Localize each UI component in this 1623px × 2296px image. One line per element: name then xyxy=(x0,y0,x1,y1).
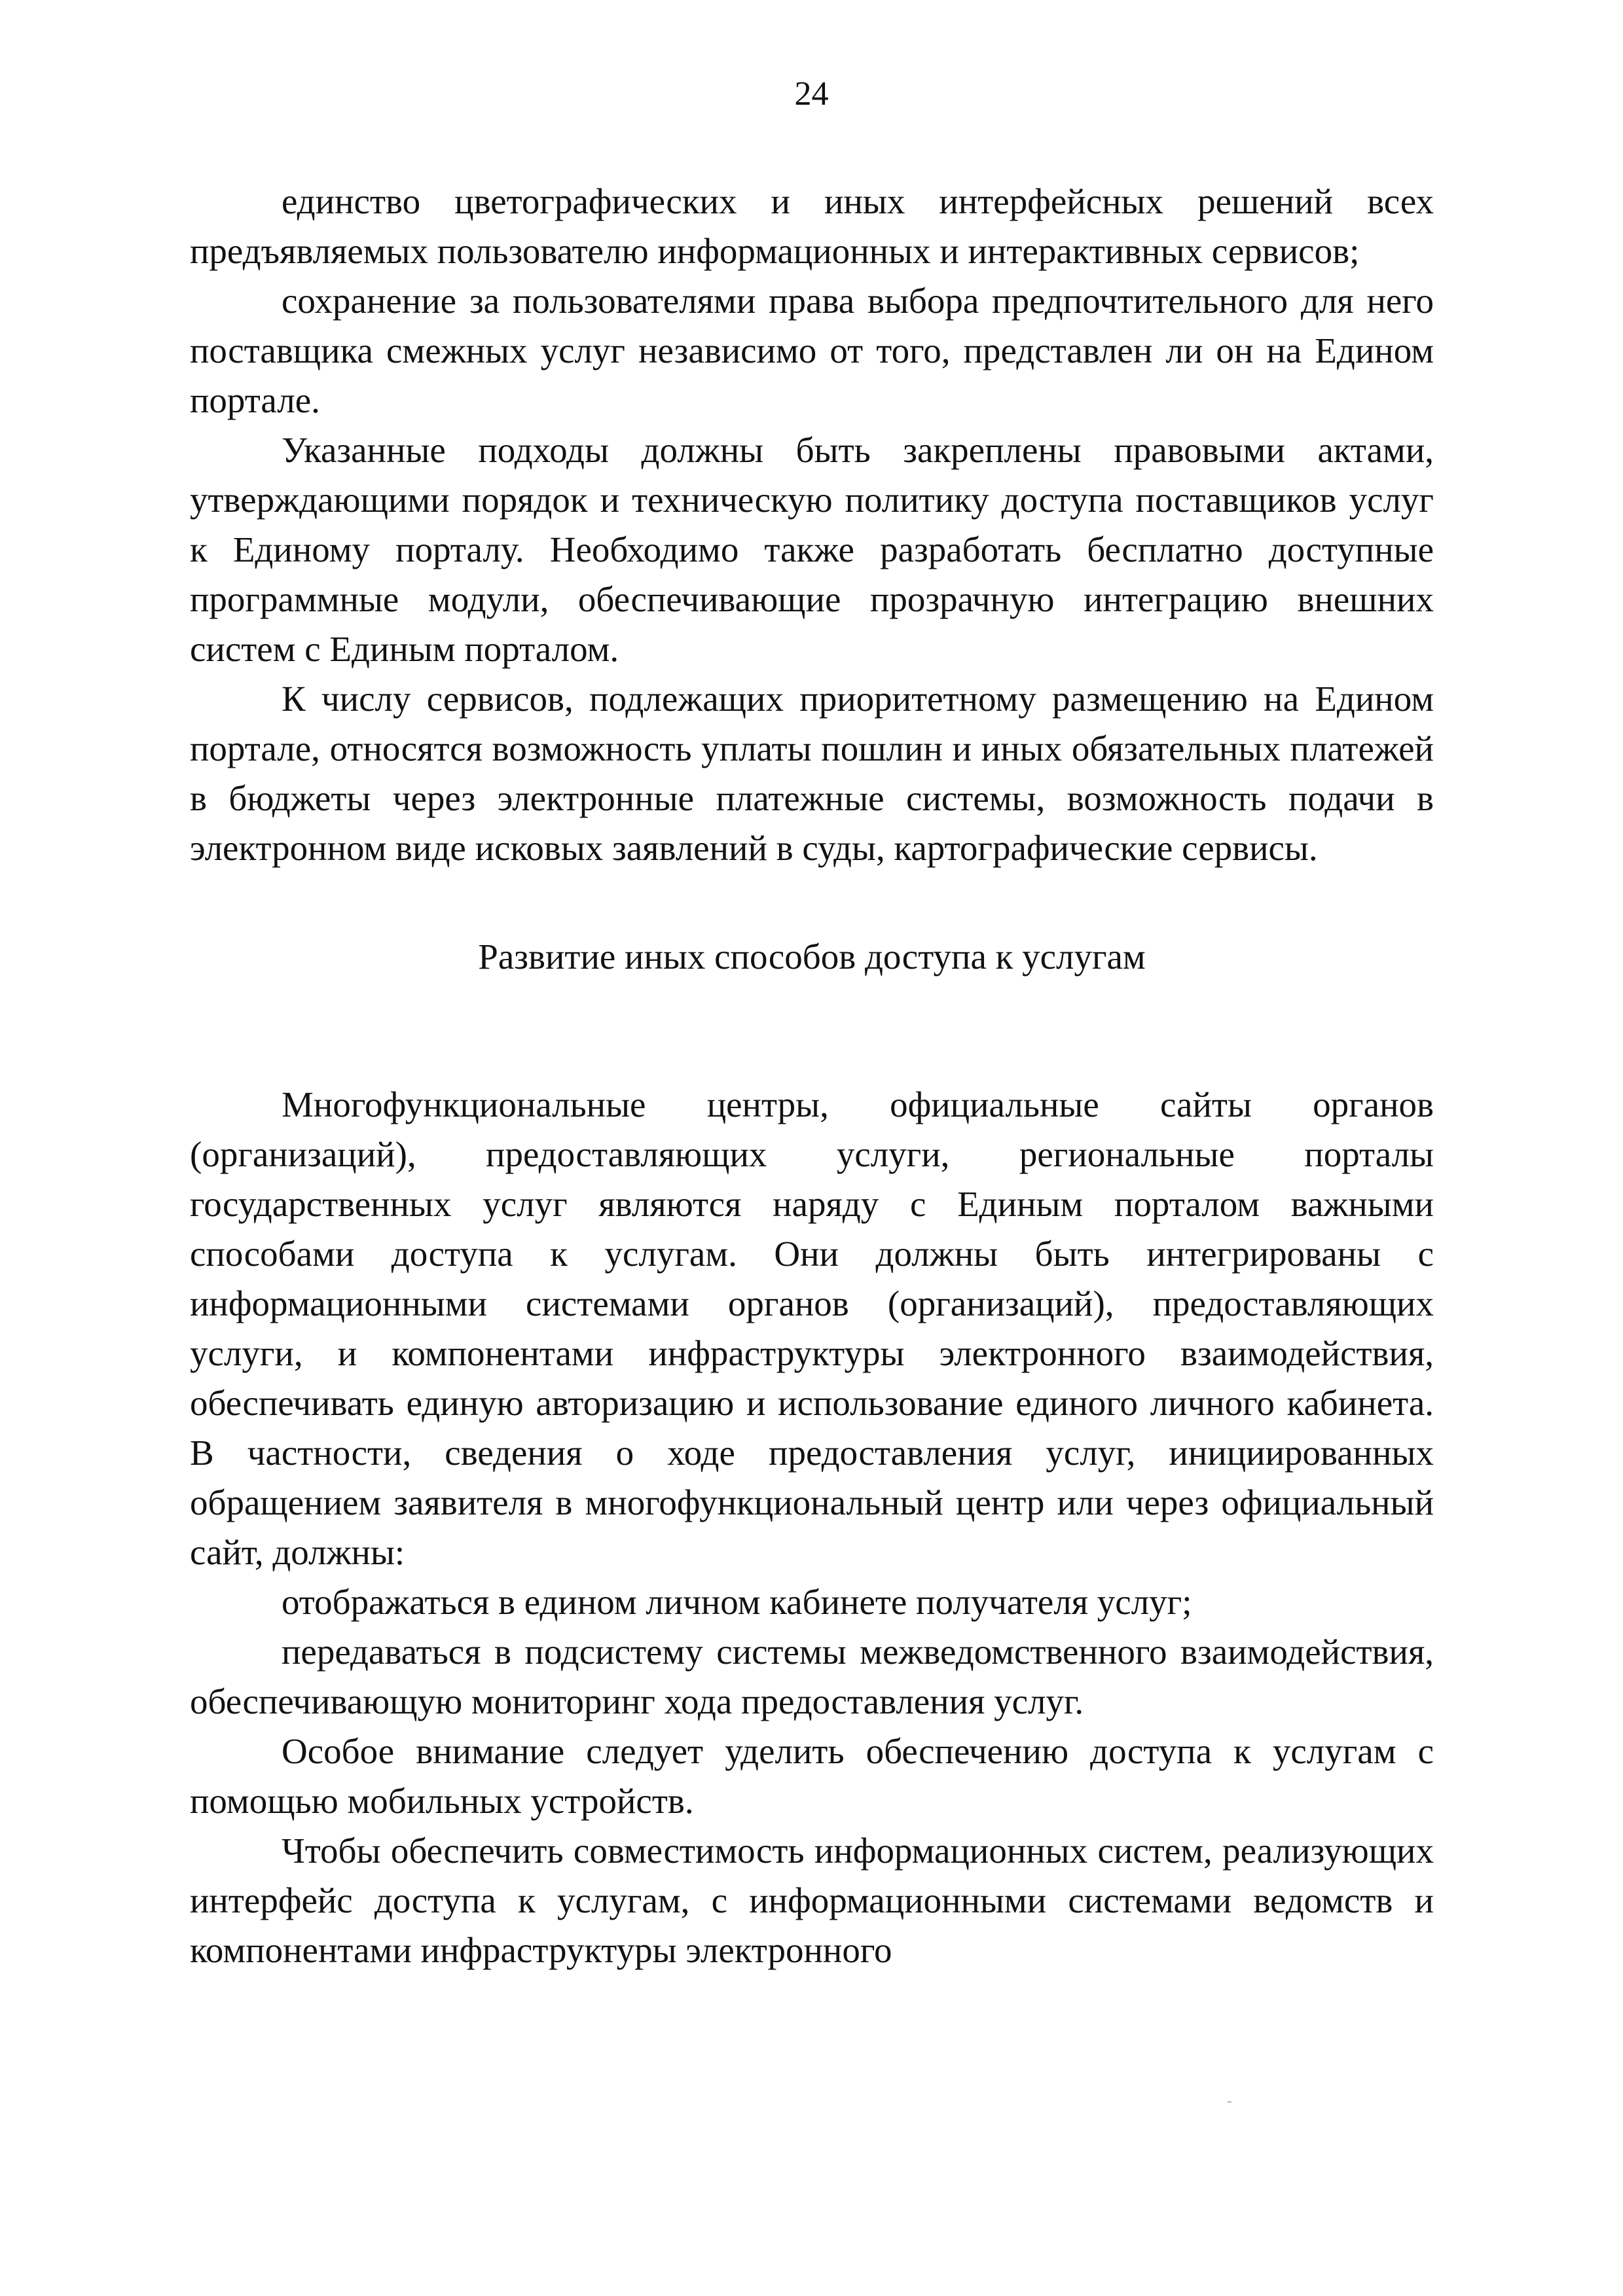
paragraph-compatibility: Чтобы обеспечить совместимость информационных систем, реализующих интерфейс доступа к услугам, с информационными системами ведомств и компонентами инфраструктуры электронного xyxy=(190,1831,1434,1970)
paragraph-interface-unity: единство цветографических и иных интерфейсных решений всех предъявляемых пользователю информационных и интерактивных сервисов; xyxy=(190,181,1434,271)
section-heading: Развитие иных способов доступа к услугам xyxy=(478,937,1146,977)
paragraph-transfer-to-subsystem: передаваться в подсистему системы межведомственного взаимодействия, обеспечивающую мониторинг хода предоставления услуг. xyxy=(190,1632,1434,1721)
paragraph-provider-choice: сохранение за пользователями права выбора предпочтительного для него поставщика смежных услуг независимо от того, представлен ли он на Едином портале. xyxy=(190,281,1434,420)
paragraph-mobile-access: Особое внимание следует уделить обеспечению доступа к услугам с помощью мобильных устройств. xyxy=(190,1731,1434,1821)
paragraph-display-in-cabinet: отображаться в едином личном кабинете получателя услуг; xyxy=(282,1582,1192,1622)
paragraph-legal-acts: Указанные подходы должны быть закреплены правовыми актами, утверждающими порядок и техническую политику доступа поставщиков услуг к Единому порталу. Необходимо также разработать бесплатно доступные программные модули, обеспечивающие прозрачную интеграцию внешних систем с Единым порталом. xyxy=(190,430,1434,669)
paragraph-priority-services: К числу сервисов, подлежащих приоритетному размещению на Едином портале, относятся возможность уплаты пошлин и иных обязательных платежей в бюджеты через электронные платежные системы, возможность подачи в электронном виде исковых заявлений в суды, картографические сервисы. xyxy=(190,679,1434,868)
paragraph-multifunctional-centers: Многофункциональные центры, официальные сайты органов (организаций), предоставляющих услуги, региональные порталы государственных услуг являются наряду с Единым порталом важными способами доступа к услугам. Они должны быть интегрированы с информационными системами органов (организаций), предоставляющих услуги, и компонентами инфраструктуры электронного взаимодействия, обеспечивать единую авторизацию и использование единого личного кабинета. В частности, сведения о ходе предоставления услуг, инициированных обращением заявителя в многофункциональный центр или через официальный сайт, должны: xyxy=(190,1085,1434,1572)
page-number: 24 xyxy=(794,75,829,113)
scan-artifact xyxy=(1228,2101,1231,2103)
document-body xyxy=(190,177,1434,1975)
